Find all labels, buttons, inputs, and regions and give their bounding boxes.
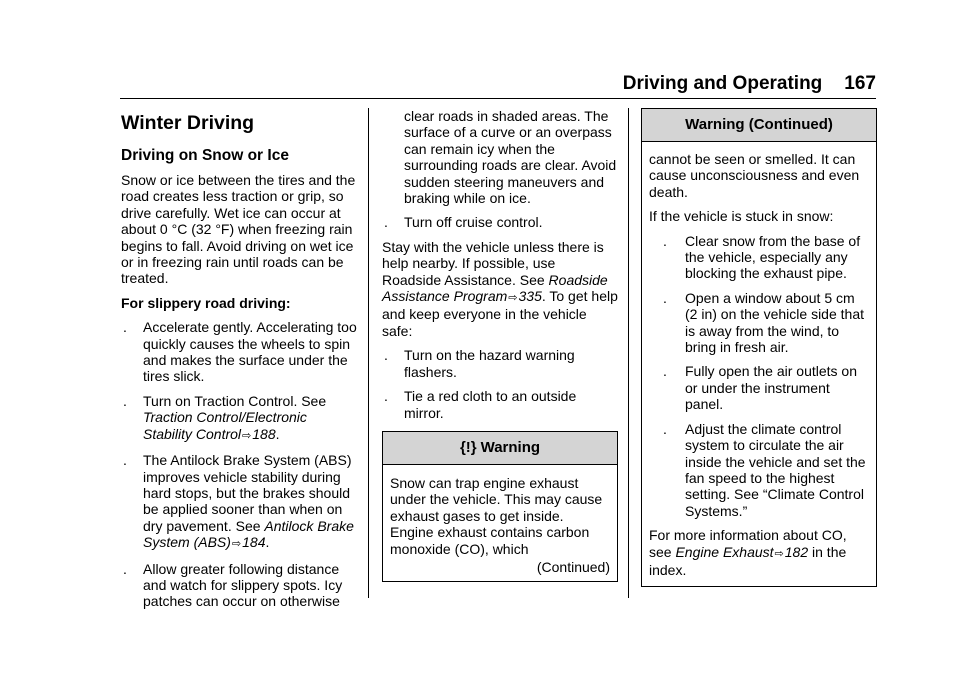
list-item: . Turn on the hazard warning flashers. [384, 347, 575, 380]
chapter-title: Driving and Operating [622, 73, 823, 94]
slippery-label: For slippery road driving: [121, 294, 291, 311]
list-item: . Tie a red cloth to an outside mirror. [384, 388, 577, 421]
page-ref[interactable]: 335 [518, 288, 542, 305]
safety-list [382, 347, 618, 421]
warning-icon: {!} [459, 438, 477, 456]
column-3 [641, 108, 877, 587]
page-ref-arrow-icon: ⇨ [508, 292, 518, 305]
page-number: 167 [844, 73, 876, 94]
warning-body: Snow can trap engine exhaust under the vehicle. This may cause exhaust gases to get inside. Engine exhaust contains carbon monoxide (CO), which (Continued) [390, 474, 610, 575]
warning-header [383, 432, 617, 465]
list-item: . The Antilock Brake System (ABS) improves vehicle stability during hard stops, but the brakes should be applied sooner than when on dry pavement. See Antilock Brake System (ABS)⇨184. [123, 452, 354, 551]
column-2 [382, 108, 618, 582]
cross-reference-link[interactable]: Roadside Assistance Program [382, 271, 608, 305]
list-item: . Turn on Traction Control. See Traction Control/Electronic Stability Control⇨188. [123, 392, 327, 442]
page-ref-arrow-icon: ⇨ [774, 547, 784, 560]
list-item: . Open a window about 5 cm (2 in) on the vehicle side that is away from the wind, to bring in fresh air. [663, 289, 864, 356]
stuck-list [649, 233, 869, 520]
column-1 [121, 108, 357, 618]
cross-reference-link[interactable]: Engine Exhaust [675, 543, 774, 560]
more-info-paragraph: For more information about CO, see Engine Exhaust⇨182 in the index. [649, 527, 847, 578]
intro-paragraph: Snow or ice between the tires and the road creates less traction or grip, so drive carefully. Wet ice can occur at about 0 °C (32 °F) when freezing rain begins to fall. Avoid driving on wet ice or in freezing rain until roads can be treated. [121, 172, 356, 287]
list-item: . Adjust the climate control system to circulate the air inside the vehicle and set the fan speed to the highest setting. See “Climate Control Systems.” [663, 420, 866, 519]
warning-continued-box [641, 108, 877, 587]
column-divider-1 [368, 108, 369, 598]
cross-reference-link[interactable]: Traction Control/Electronic Stability Control [143, 409, 307, 442]
page-header [120, 70, 876, 98]
list-item: . Fully open the air outlets on or under the instrument panel. [663, 363, 857, 413]
list-item: . Clear snow from the base of the vehicle, especially any blocking the exhaust pipe. [663, 232, 861, 282]
header-rule [120, 98, 876, 99]
list-item: . Accelerate gently. Accelerating too quickly causes the wheels to spin and makes the surface under the tires slick. [123, 319, 357, 385]
page-ref-arrow-icon: ⇨ [242, 429, 252, 442]
warning-title: Warning [480, 438, 541, 456]
page-ref[interactable]: 184 [242, 534, 266, 551]
warning-continued-title: Warning (Continued) [685, 115, 833, 133]
page-ref[interactable]: 188 [252, 425, 276, 442]
stay-paragraph: Stay with the vehicle unless there is help nearby. If possible, use Roadside Assistance. See Roadside Assistance Program⇨335. To get help and keep everyone in the vehicle safe: [382, 238, 618, 339]
subsection-title: Driving on Snow or Ice [121, 147, 289, 164]
warning-continued-body: cannot be seen or smelled. It can cause unconsciousness and even death. If the vehicle is stuck in snow: . Clear snow from the base of the vehicle, especially any blocking the exhaust pipe. . Open a window about 5 cm (2 in) on the vehicle side that is away from the wind, to bring in fresh air. . Fully open the air outlets on or under the instrument panel. . Adjust the climate control system to circulate the air inside the vehicle and set the fan speed to the highest setting. See “Climate Control Systems.” For more information about CO, see Engine Exhaust⇨182 in the index. [642, 142, 876, 586]
warning-box [382, 431, 618, 582]
list-item: . Turn off cruise control. [384, 214, 543, 231]
slippery-list [121, 319, 357, 610]
cruise-list [382, 214, 618, 230]
continued-label: (Continued) [536, 558, 610, 575]
list-item: . Allow greater following distance and watch for slippery spots. Icy patches can occur on otherwise [123, 560, 343, 610]
page-ref[interactable]: 182 [784, 543, 809, 560]
page-ref-arrow-icon: ⇨ [231, 538, 242, 551]
continued-bullet: clear roads in shaded areas. The surface of a curve or an overpass can remain icy when the surrounding roads are clear. Avoid sudden steering maneuvers and braking while on ice. [404, 108, 617, 207]
section-title: Winter Driving [121, 112, 255, 134]
cross-reference-link[interactable]: Antilock Brake System (ABS) [143, 517, 354, 551]
warning-continued-header [642, 109, 876, 142]
column-divider-2 [628, 108, 629, 598]
